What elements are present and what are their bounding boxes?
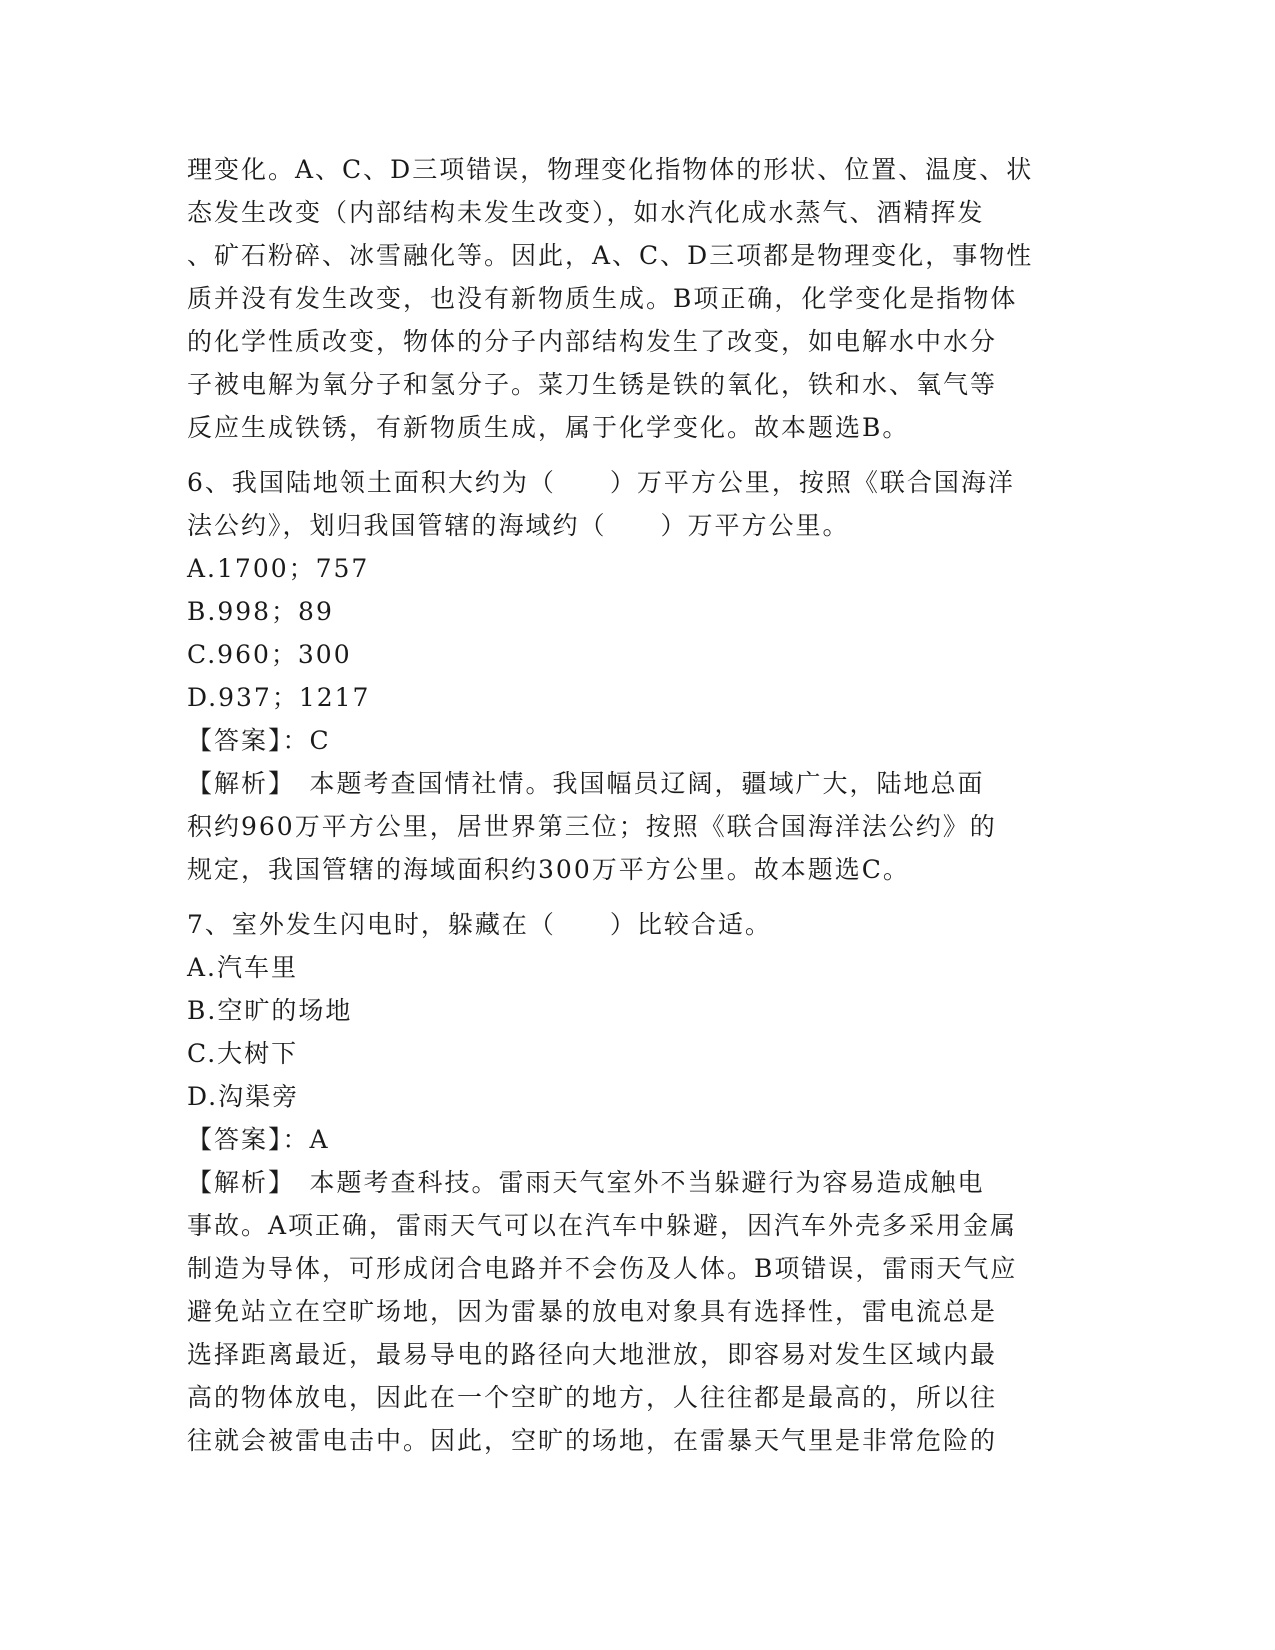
option-a: A.汽车里 bbox=[187, 953, 299, 982]
explanation-line: 高的物体放电，因此在一个空旷的地方，人往往都是最高的，所以往 bbox=[187, 1383, 998, 1412]
spacer bbox=[187, 449, 1087, 461]
answer-line: 【答案】：A bbox=[187, 1125, 330, 1154]
explanation-line: 选择距离最近，最易导电的路径向大地泄放，即容易对发生区域内最 bbox=[187, 1340, 998, 1369]
text-line: 反应生成铁锈，有新物质生成，属于化学变化。故本题选B。 bbox=[187, 413, 910, 442]
explanation-line: 【解析】 本题考查国情社情。我国幅员辽阔，疆域广大，陆地总面 bbox=[187, 769, 985, 798]
text-line: 态发生改变（内部结构未发生改变），如水汽化成水蒸气、酒精挥发 bbox=[187, 198, 985, 227]
answer-line: 【答案】：C bbox=[187, 726, 331, 755]
document-page bbox=[187, 148, 1087, 1462]
explanation-line: 积约960万平方公里，居世界第三位；按照《联合国海洋法公约》的 bbox=[187, 812, 997, 841]
question-stem: 6、我国陆地领土面积大约为（ ）万平方公里，按照《联合国海洋 bbox=[187, 468, 1015, 497]
question-stem: 法公约》，划归我国管辖的海域约（ ）万平方公里。 bbox=[187, 511, 850, 540]
explanation-line: 【解析】 本题考查科技。雷雨天气室外不当躲避行为容易造成触电 bbox=[187, 1168, 985, 1197]
text-line: 、矿石粉碎、冰雪融化等。因此，A、C、D三项都是物理变化，事物性 bbox=[187, 241, 1034, 270]
option-a: A.1700；757 bbox=[187, 554, 370, 583]
text-line: 的化学性质改变，物体的分子内部结构发生了改变，如电解水中水分 bbox=[187, 327, 998, 356]
text-line: 理变化。A、C、D三项错误，物理变化指物体的形状、位置、温度、状 bbox=[187, 155, 1034, 184]
spacer bbox=[187, 891, 1087, 903]
option-c: C.大树下 bbox=[187, 1039, 299, 1068]
option-d: D.沟渠旁 bbox=[187, 1082, 300, 1111]
option-b: B.空旷的场地 bbox=[187, 996, 353, 1025]
explanation-line: 规定，我国管辖的海域面积约300万平方公里。故本题选C。 bbox=[187, 855, 910, 884]
question-stem: 7、室外发生闪电时，躲藏在（ ）比较合适。 bbox=[187, 910, 772, 939]
explanation-line: 往就会被雷电击中。因此，空旷的场地，在雷暴天气里是非常危险的 bbox=[187, 1426, 998, 1455]
explanation-line: 避免站立在空旷场地，因为雷暴的放电对象具有选择性，雷电流总是 bbox=[187, 1297, 998, 1326]
previous-explanation bbox=[187, 148, 1087, 449]
explanation-line: 事故。A项正确，雷雨天气可以在汽车中躲避，因汽车外壳多采用金属 bbox=[187, 1211, 1018, 1240]
option-c: C.960；300 bbox=[187, 640, 352, 669]
question-7 bbox=[187, 903, 1087, 1462]
option-d: D.937；1217 bbox=[187, 683, 371, 712]
text-line: 质并没有发生改变，也没有新物质生成。B项正确，化学变化是指物体 bbox=[187, 284, 1018, 313]
option-b: B.998；89 bbox=[187, 597, 334, 626]
question-6 bbox=[187, 461, 1087, 891]
text-line: 子被电解为氧分子和氢分子。菜刀生锈是铁的氧化，铁和水、氧气等 bbox=[187, 370, 998, 399]
explanation-line: 制造为导体，可形成闭合电路并不会伤及人体。B项错误，雷雨天气应 bbox=[187, 1254, 1018, 1283]
